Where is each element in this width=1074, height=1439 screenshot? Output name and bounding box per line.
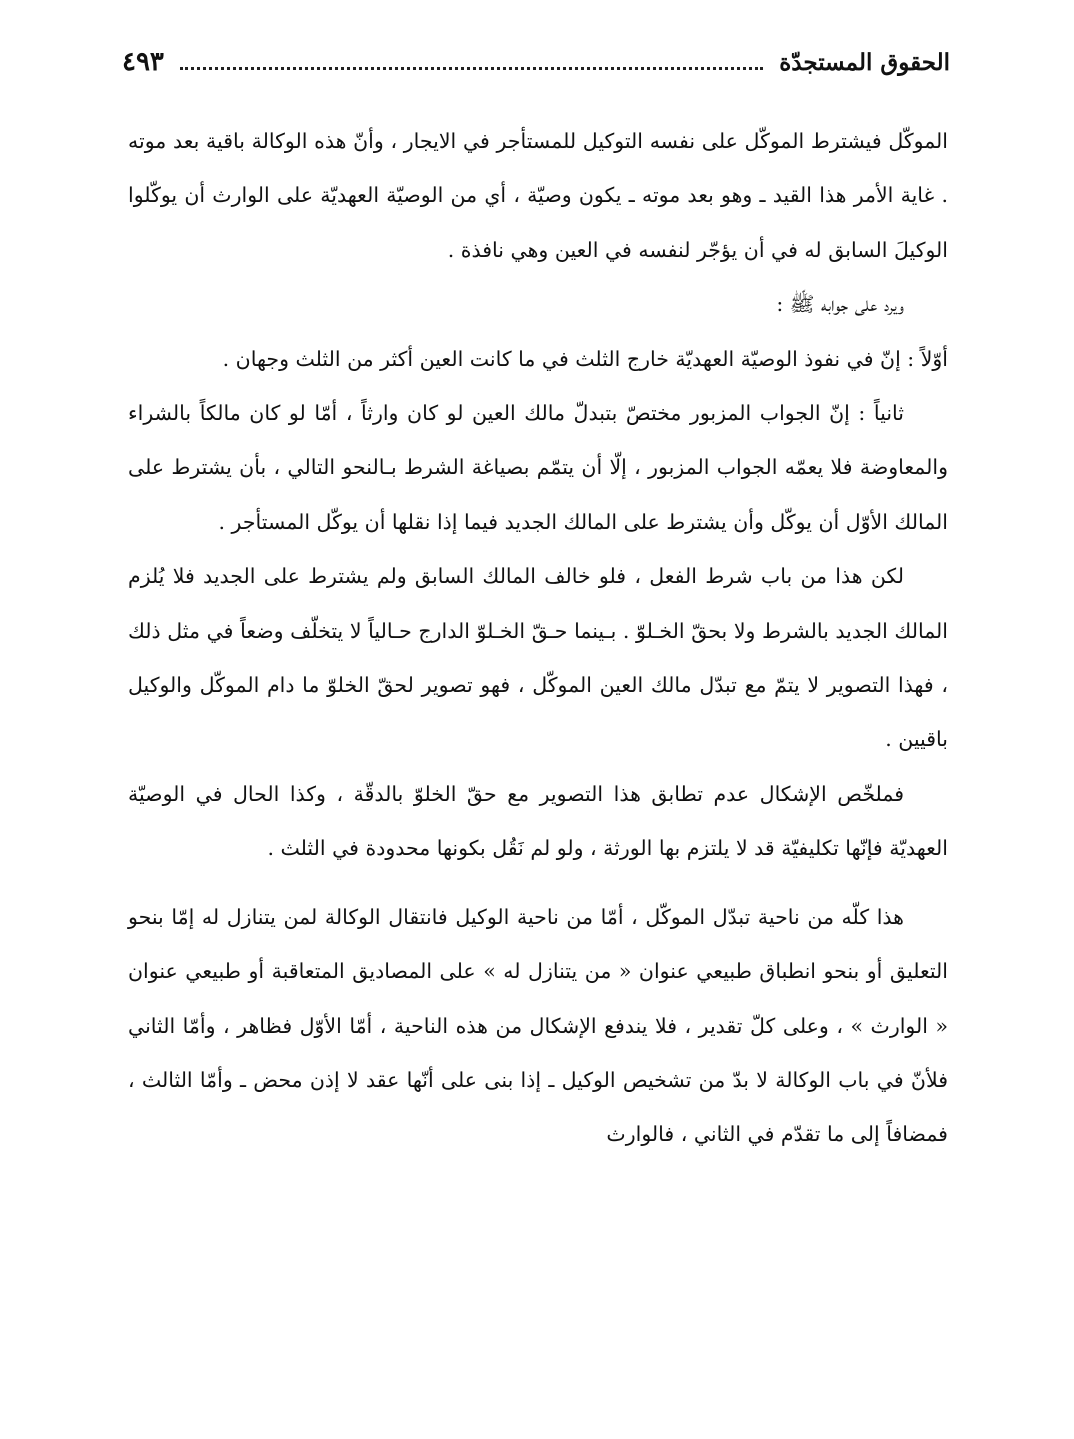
page-body <box>128 114 948 1162</box>
paragraph-1: الموكّل فيشترط الموكّل على نفسه التوكيل للمستأجر في الايجار ، وأنّ هذه الوكالة باقية بعد موته . غاية الأمر هذا القيد ـ وهو بعد موته ـ يكون وصيّة ، أي من الوصيّة العهديّة على الوارث أن يوكّلوا الوكيلَ السابق له في أن يؤجّر لنفسه في العين وهي نافذة . <box>128 129 948 262</box>
paragraph-3: أوّلاً : إنّ في نفوذ الوصيّة العهديّة خارج الثلث في ما كانت العين أكثر من الثلث وجهان . <box>222 346 948 371</box>
running-title: الحقوق المستجدّة <box>779 48 950 76</box>
paragraph-2: ويرد على جوابه ﷺ : <box>776 292 904 317</box>
dotted-leader <box>180 67 763 70</box>
page-header <box>122 42 950 82</box>
paragraph-6: فملخّص الإشكال عدم تطابق هذا التصوير مع حقّ الخلوّ بالدقّة ، وكذا الحال في الوصيّة العهديّة فإنّها تكليفيّة قد لا يلتزم بها الورثة ، ولو لم نَقُل بكونها محدودة في الثلث . <box>128 781 948 861</box>
page-number: ٤٩٣ <box>122 47 164 77</box>
paragraph-5: لكن هذا من باب شرط الفعل ، فلو خالف المالك السابق ولم يشترط على الجديد فلا يُلزم المالك الجديد بالشرط ولا بحقّ الخـلوّ . بـينما حـقّ الخـلوّ الدارج حـالياً لا يتخلّف وضعاً في مثل ذلك ، فهذا التصوير لا يتمّ مع تبدّل مالك العين الموكّل ، فهو تصوير لحقّ الخلوّ ما دام الموكّل والوكيل باقيين . <box>128 564 948 752</box>
paragraph-4: ثانياً : إنّ الجواب المزبور مختصّ بتبدلّ مالك العين لو كان وارثاً ، أمّا لو كان مالكاً بالشراء والمعاوضة فلا يعمّه الجواب المزبور ، إلّا أن يتمّم بصياغة الشرط بـالنحو التالي ، بأن يشترط على المالك الأوّل أن يوكّل وأن يشترط على المالك الجديد فيما إذا نقلها أن يوكّل المستأجر . <box>128 401 948 534</box>
paragraph-7: هذا كلّه من ناحية تبدّل الموكّل ، أمّا من ناحية الوكيل فانتقال الوكالة لمن يتنازل له إمّا بنحو التعليق أو بنحو انطباق طبيعي عنوان « من يتنازل له » على المصاديق المتعاقبة أو طبيعي عنوان « الوارث » ، وعلى كلّ تقدير ، فلا يندفع الإشكال من هذه الناحية ، أمّا الأوّل فظاهر ، وأمّا الثاني فلأنّ في باب الوكالة لا بدّ من تشخيص الوكيل ـ إذا بنى على أنّها عقد لا إذن محض ـ وأمّا الثالث ، فمضافاً إلى ما تقدّم في الثاني ، فالوارث <box>128 904 948 1147</box>
